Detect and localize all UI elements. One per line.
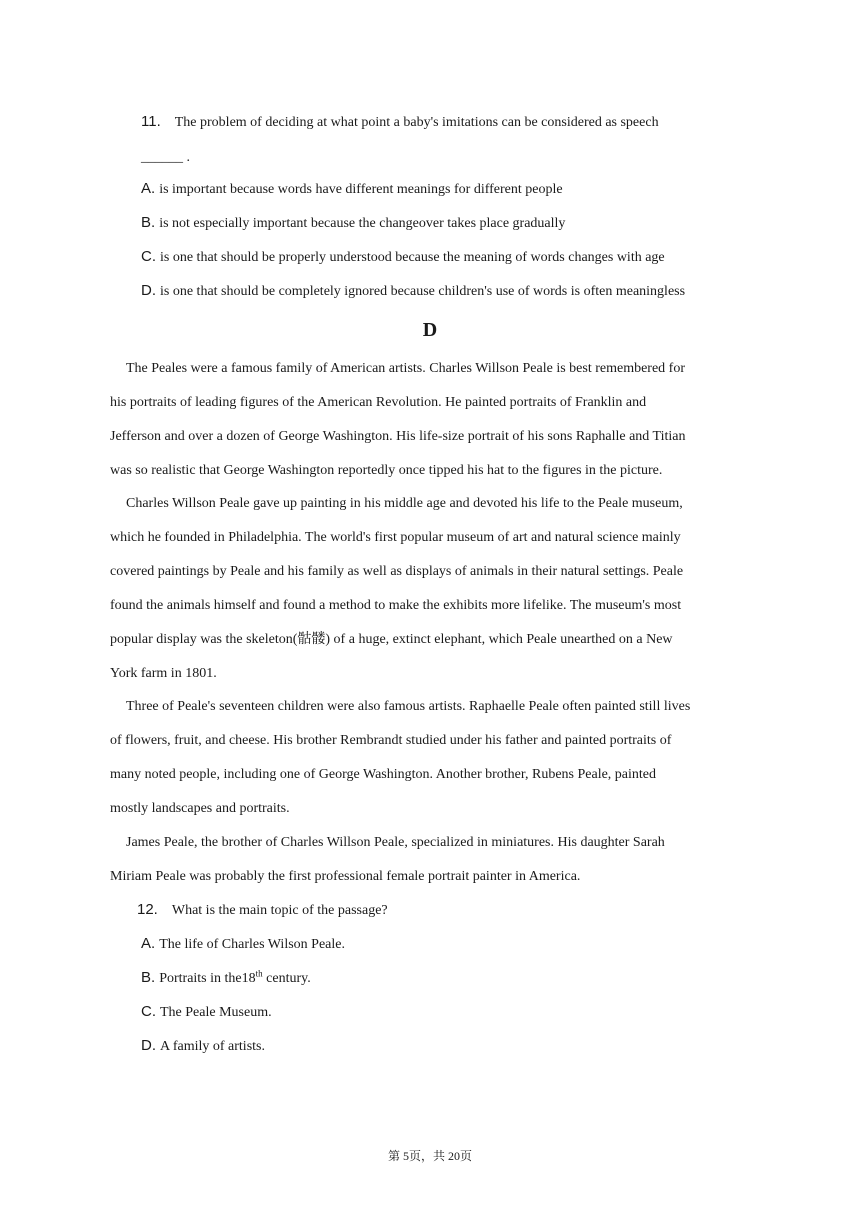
q12-option-a — [141, 934, 345, 955]
passage-line: his portraits of leading figures of the American Revolution. He painted portraits of Franklin and — [110, 395, 647, 410]
question-number: 11. — [141, 113, 161, 130]
question-11 — [141, 112, 659, 133]
question-number: 12. — [137, 901, 158, 918]
option-letter: D. — [141, 1037, 156, 1054]
superscript-th: th — [255, 968, 263, 979]
option-text: is one that should be properly understood because the meaning of words changes with age — [160, 250, 665, 265]
passage-line: was so realistic that George Washington reportedly once tipped his hat to the figures in the picture. — [110, 463, 663, 478]
option-text: Portraits in the18 — [159, 971, 256, 986]
answer-blank: ______ . — [141, 150, 190, 165]
option-text: The life of Charles Wilson Peale. — [159, 937, 345, 952]
option-letter: B. — [141, 214, 156, 231]
question-12 — [137, 900, 388, 921]
q12-option-b — [141, 968, 311, 989]
passage-line: Miriam Peale was probably the first professional female portrait painter in America. — [110, 869, 581, 884]
option-letter: B. — [141, 969, 156, 986]
q11-option-a — [141, 179, 563, 200]
option-letter: C. — [141, 248, 156, 265]
passage-line: mostly landscapes and portraits. — [110, 801, 290, 816]
section-title: D — [422, 319, 438, 341]
option-text: is important because words have different meanings for different people — [159, 182, 563, 197]
passage-line: covered paintings by Peale and his family as well as displays of animals in their natural settings. Peale — [110, 564, 684, 579]
q11-option-b — [141, 213, 565, 234]
passage-line: of flowers, fruit, and cheese. His brother Rembrandt studied under his father and painted portraits of — [110, 733, 672, 748]
q11-option-c — [141, 247, 665, 268]
question-text: The problem of deciding at what point a baby's imitations can be considered as speech — [174, 115, 659, 130]
passage-line: James Peale, the brother of Charles Willson Peale, specialized in miniatures. His daughter Sarah — [126, 835, 665, 850]
passage-line: many noted people, including one of George Washington. Another brother, Rubens Peale, painted — [110, 767, 657, 782]
option-text: A family of artists. — [160, 1039, 265, 1054]
option-text: is not especially important because the changeover takes place gradually — [159, 216, 566, 231]
option-letter: C. — [141, 1003, 156, 1020]
option-text-end: century. — [262, 971, 311, 986]
passage-line: Jefferson and over a dozen of George Washington. His life-size portrait of his sons Raphalle and Titian — [110, 429, 686, 444]
passage-line: The Peales were a famous family of American artists. Charles Willson Peale is best remembered for — [126, 361, 686, 376]
option-letter: A. — [141, 935, 156, 952]
page-footer: 第 5页，共 20页 — [387, 1149, 472, 1163]
option-text: The Peale Museum. — [160, 1005, 272, 1020]
passage-line: which he founded in Philadelphia. The world's first popular museum of art and natural science mainly — [110, 530, 681, 545]
q11-option-d — [141, 281, 685, 302]
passage-line: York farm in 1801. — [110, 666, 217, 681]
passage-line: popular display was the skeleton(骷髅) of a huge, extinct elephant, which Peale unearthed on a New — [110, 632, 673, 647]
question-text: What is the main topic of the passage? — [171, 903, 388, 918]
passage-line: Three of Peale's seventeen children were also famous artists. Raphaelle Peale often painted still lives — [126, 699, 691, 714]
option-letter: A. — [141, 180, 156, 197]
option-letter: D. — [141, 282, 156, 299]
passage-line: found the animals himself and found a method to make the exhibits more lifelike. The museum's most — [110, 598, 682, 613]
passage-line: Charles Willson Peale gave up painting in his middle age and devoted his life to the Peale museum, — [126, 496, 683, 511]
q12-option-c — [141, 1002, 272, 1023]
option-text: is one that should be completely ignored because children's use of words is often meaningless — [160, 284, 686, 299]
q12-option-d — [141, 1036, 265, 1057]
